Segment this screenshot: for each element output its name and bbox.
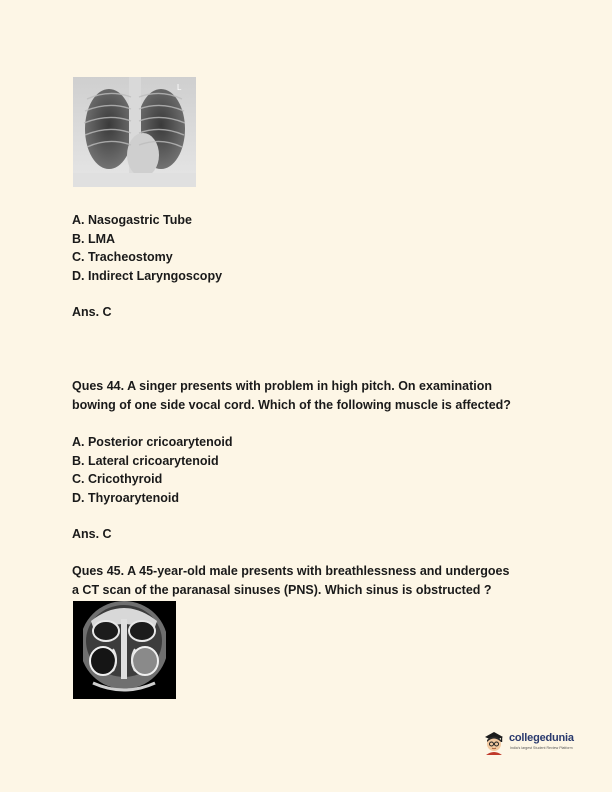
brand-name-main: collegedunia: [509, 732, 574, 744]
q43-options: [72, 211, 222, 285]
q44-question: [72, 377, 511, 414]
brand-name: [509, 732, 574, 744]
q44-option-c: C. Cricothyroid: [72, 472, 163, 486]
q44-question-line2: bowing of one side vocal cord. Which of the following muscle is affected?: [72, 397, 511, 412]
q44-options: [72, 433, 232, 507]
q43-option-a: A. Nasogastric Tube: [72, 213, 192, 227]
collegedunia-logo: [482, 729, 598, 755]
chest-xray-image: [73, 77, 196, 187]
ct-scan-pns-image: [73, 601, 176, 699]
q45-question-line2: a CT scan of the paranasal sinuses (PNS). Which sinus is obstructed ?: [72, 582, 492, 597]
q44-answer: Ans. C: [72, 527, 112, 541]
q44-option-a: A. Posterior cricoarytenoid: [72, 435, 233, 449]
q43-option-d: D. Indirect Laryngoscopy: [72, 268, 223, 283]
q45-question-line1: Ques 45. A 45-year-old male presents with breathlessness and undergoes: [72, 564, 510, 578]
xray-marker-label: L: [177, 83, 182, 92]
q44-question-line1: Ques 44. A singer presents with problem in high pitch. On examination: [72, 379, 492, 393]
mascot-icon: [482, 729, 506, 755]
q44-option-d: D. Thyroarytenoid: [72, 490, 179, 505]
q43-answer: Ans. C: [72, 305, 112, 319]
q44-option-b: B. Lateral cricoarytenoid: [72, 453, 219, 468]
q43-option-c: C. Tracheostomy: [72, 250, 173, 264]
q43-option-b: B. LMA: [72, 231, 116, 246]
brand-tagline: India's largest Student Review Platform: [510, 746, 573, 750]
q45-question: [72, 562, 509, 599]
